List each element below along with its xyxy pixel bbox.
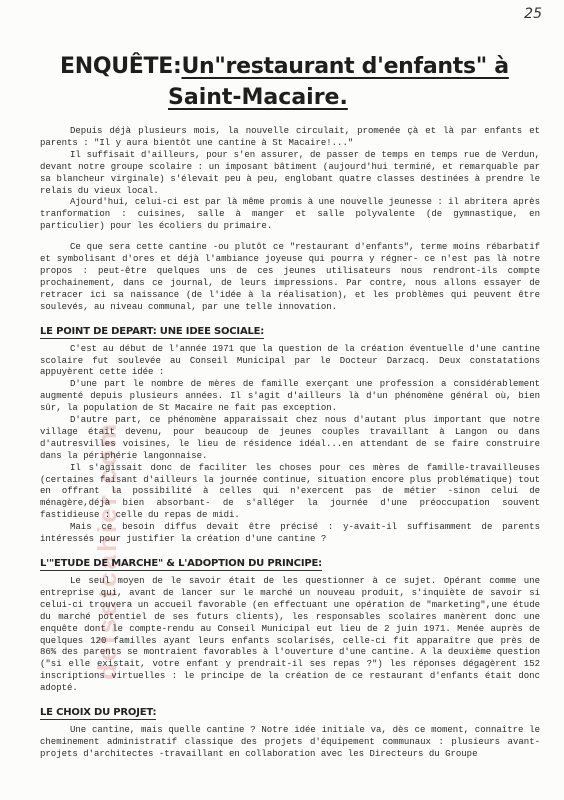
intro-paragraph: Il suffisait d'ailleurs, pour s'en assurer, de passer de temps en temps rue de Verdun, devant notre groupe scolaire : un imposant bâtiment (aujourd'hui terminé, et remarquable par sa blancheur virginale) s'élevait peu à peu, englobant quatre classes destinées à prendre le relais du vieux local. <box>40 149 540 196</box>
section-paragraph: Il s'agissait donc de faciliter les choses pour ces mères de famille-travailleuses (certaines faisant d'ailleurs la journée continue, situation encore plus problématique) tout en offrant la possibilité à celles qui n'exercent pas de métier -sinon celui de ménagère,déjà bien absorbant- de s'alléger la journée d'une préoccupation souvent fastidieuse : celle du repas de midi. <box>40 462 540 521</box>
section-heading-choix-du-projet: LE CHOIX DU PROJET: <box>40 707 157 719</box>
intro-paragraph: Ajourd'hui, celui-ci est par là même promis à une nouvelle jeunesse : il abritera après tranformation : cuisines, salle à manger et salle polyvalente (de gymnastique, en particulier) pour les écoliers du primaire. <box>40 197 540 232</box>
watermark: delsetcahier.com <box>92 421 122 680</box>
section-paragraph: Une cantine, mais quelle cantine ? Notre idée initiale va, dès ce moment, connaître le cheminement administratif classique des projets d'équipement communaux : plusieurs avant-projets d'architectes -travaillant en collaboration avec les Directeurs du Groupe <box>40 725 540 759</box>
title-prefix: ENQUÊTE: <box>60 54 182 79</box>
section-paragraph: Mais ce besoin diffus devait être précisé : y-avait-il suffisamment de parents intéressés pour justifier la création d'une cantine ? <box>40 522 540 545</box>
intro-paragraph: Ce que sera cette cantine -ou plutôt ce "restaurant d'enfants", terme moins rébarbatif et symbolisant d'ores et déjà l'ambiance joyeuse qui pourra y régner- ce n'est pas là notre propos : peut-être quelques uns de ces jeunes utilisateurs nous rendront-ils compte prochainement, dans ce journal, de leurs impressions. Par contre, nous allons essayer de retracer ici sa naissance (de l'idée à la réalisation), et les problèmes qui peuvent être soulevés, au niveau communal, par une telle innovation. <box>40 242 540 312</box>
title-line-1 <box>60 54 530 79</box>
title-line-2: Saint-Macaire. <box>168 85 348 110</box>
section-heading-etude-de-marche: L'"ETUDE DE MARCHE" & L'ADOPTION DU PRINCIPE: <box>40 558 322 569</box>
section-paragraph: D'autre part, ce phénomène apparaissait chez nous d'autant plus important que notre village était devenu, pour beaucoup de jeunes couples travaillant à Langon ou dans d'autresvilles voisines, le lieu de résidence idéal...en attendant de se faire construire dans la périphérie langonnaise. <box>40 415 540 461</box>
intro-paragraph: Depuis déjà plusieurs mois, la nouvelle circulait, promenée çà et là par enfants et parents : "Il y aura bientôt une cantine à St Macaire!..." <box>40 126 540 148</box>
article-body <box>40 126 540 761</box>
section-heading-point-de-depart: LE POINT DE DEPART: UNE IDEE SOCIALE: <box>40 325 265 337</box>
section-paragraph: D'une part le nombre de mères de famille exerçant une profession a considérablement augmenté depuis plusieurs années. Il s'agit d'ailleurs là d'un phénomène général où, bien sûr, la population de St Macaire ne fait pas exception. <box>40 379 540 414</box>
title-main: Un"restaurant d'enfants" à <box>181 54 509 79</box>
section-paragraph: C'est au début de l'année 1971 que la question de la création éventuelle d'une cantine scolaire fut soulevée au Conseil Municipal par le Docteur Darzacq. Deux constatations appuyèrent cette idée : <box>40 343 540 378</box>
section-paragraph: Le seul moyen de le savoir était de les questionner à ce sujet. Opérant comme une entreprise qui, avant de lancer sur le marché un nouveau produit, s'inquiète de savoir si celui-ci trouvera un accueil favorable (en effectuant une opération de "marketing",une étude du marché potentiel de ses futurs clients), les responsables scolaires manèrent donc une enquête dont le compte-rendu au Conseil Municipal eut lieu de 2 juin 1971. Menée auprès de quelques 120 familles ayant leurs enfants scolarisés, celle-ci fit apparaître que près de 86% des parents se montraient favorables à l'ouverture d'une cantine. A la deuxième question ("si elle existait, votre enfant y prendrait-il ses repas ?") les réponses dégagèrent 152 inscriptions virtuelles : le principe de la création de ce restaurant d'enfants était donc adopté. <box>40 576 540 694</box>
page-number: 25 <box>524 6 542 22</box>
article-title <box>60 54 530 110</box>
